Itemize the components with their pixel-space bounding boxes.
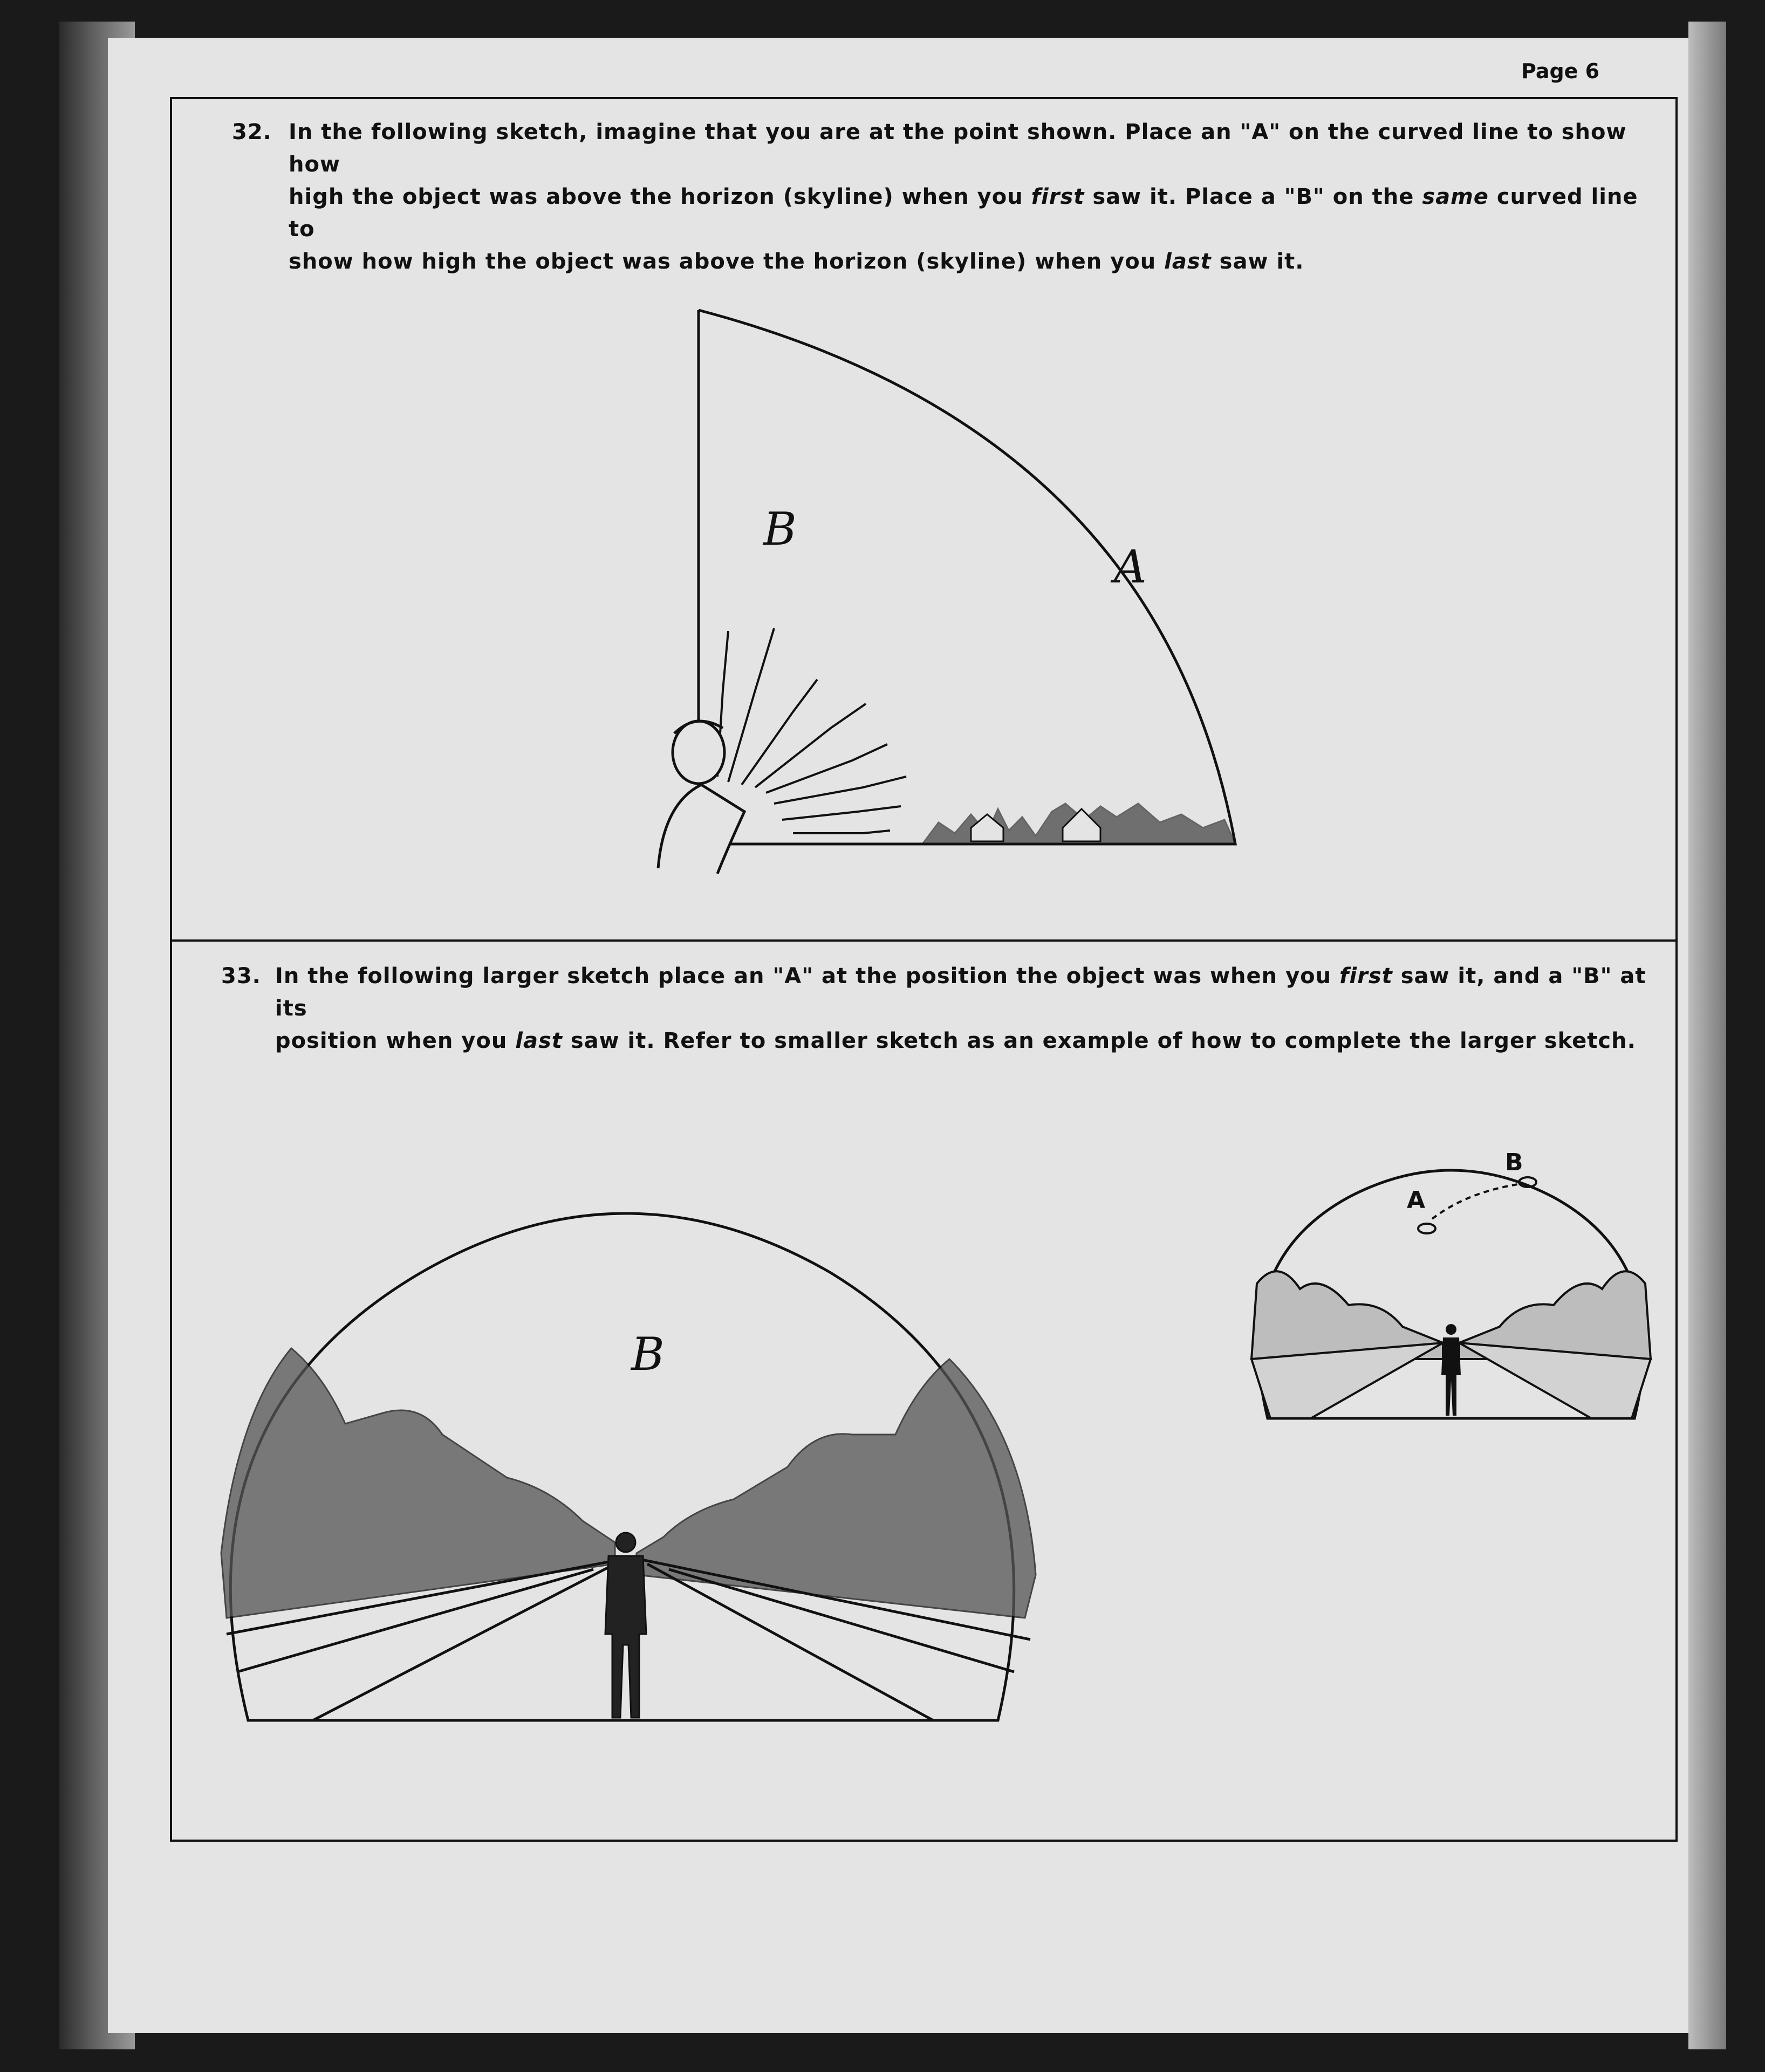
photo-shadow-right <box>1688 22 1726 2049</box>
object-path-dashed <box>1432 1184 1521 1219</box>
question-33-line-1: In the following larger sketch place an "A" at the position the object was when you first saw it, and a "B" at its <box>275 964 1646 1021</box>
question-32-text <box>289 116 1659 278</box>
question-32-line-1: In the following sketch, imagine that you are at the point shown. Place an "A" on the curved line to show how <box>289 120 1627 177</box>
answer-b-handwritten-large: B <box>631 1328 665 1381</box>
example-sketch <box>1241 1127 1661 1429</box>
question-32-line-3: show how high the object was above the horizon (skyline) when you last saw it. <box>289 249 1304 274</box>
section-divider <box>170 939 1678 942</box>
answer-b-handwritten: B <box>763 503 797 555</box>
quarter-circle-sketch <box>620 302 1268 884</box>
object-position-a <box>1418 1224 1435 1233</box>
question-32 <box>232 116 1656 274</box>
question-33-line-2: position when you last saw it. Refer to smaller sketch as an example of how to complete the larger sketch. <box>275 1028 1636 1053</box>
page-number: Page 6 <box>1521 59 1600 83</box>
left-trees-buildings <box>221 1348 615 1618</box>
large-street-sketch <box>205 1133 1046 1737</box>
question-33-number: 33. <box>221 964 261 989</box>
right-trees-buildings <box>637 1359 1036 1618</box>
example-man-figure <box>1441 1324 1461 1416</box>
example-label-b: B <box>1505 1149 1523 1176</box>
question-32-number: 32. <box>232 120 272 145</box>
quarter-circle-outline <box>699 310 1235 844</box>
question-33-text <box>275 960 1667 1057</box>
example-label-a: A <box>1407 1186 1426 1214</box>
answer-a-handwritten: A <box>1114 540 1147 593</box>
skyline-trees <box>922 804 1235 844</box>
pointing-arms <box>717 628 906 833</box>
question-33 <box>221 960 1667 1053</box>
question-32-line-2: high the object was above the horizon (skyline) when you first saw it. Place a "B" on the same curved line to <box>289 184 1638 242</box>
man-figure <box>658 721 744 874</box>
large-man-figure <box>605 1533 646 1718</box>
